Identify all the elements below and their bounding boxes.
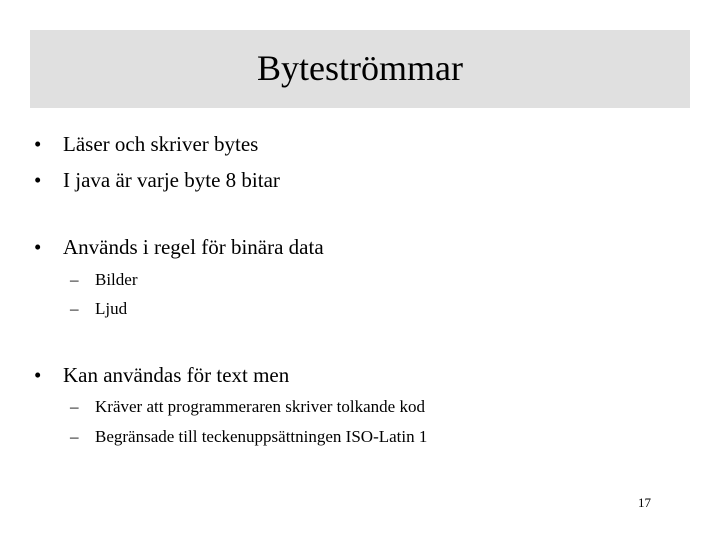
slide-title-bar	[30, 30, 690, 108]
bullet-text: Läser och skriver bytes	[63, 132, 259, 156]
sub-bullet-marker: –	[70, 427, 79, 446]
bullet-item	[0, 134, 720, 158]
sub-bullet-text: Ljud	[95, 299, 128, 318]
bullet-item	[0, 170, 720, 194]
bullet-marker: •	[34, 168, 42, 192]
sub-bullet-marker: –	[70, 299, 79, 318]
bullet-marker: •	[34, 235, 42, 259]
sub-bullet-marker: –	[70, 270, 79, 289]
bullet-marker: •	[34, 363, 42, 387]
sub-bullet-text: Kräver att programmeraren skriver tolkande kod	[95, 397, 425, 416]
sub-bullet-marker: –	[70, 397, 79, 416]
slide-title: Byteströmmar	[257, 48, 463, 88]
bullet-item	[0, 237, 720, 261]
sub-bullet-text: Bilder	[95, 270, 138, 289]
bullet-text: Används i regel för binära data	[63, 235, 324, 259]
sub-bullet-item	[0, 271, 720, 291]
bullet-text: Kan användas för text men	[63, 363, 290, 387]
bullet-marker: •	[34, 132, 42, 156]
bullet-item	[0, 365, 720, 389]
sub-bullet-item	[0, 398, 720, 418]
sub-bullet-item	[0, 428, 720, 448]
sub-bullet-item	[0, 300, 720, 320]
bullet-text: I java är varje byte 8 bitar	[63, 168, 280, 192]
sub-bullet-text: Begränsade till teckenuppsättningen ISO-Latin 1	[95, 427, 428, 446]
page-number: 17	[638, 495, 651, 510]
